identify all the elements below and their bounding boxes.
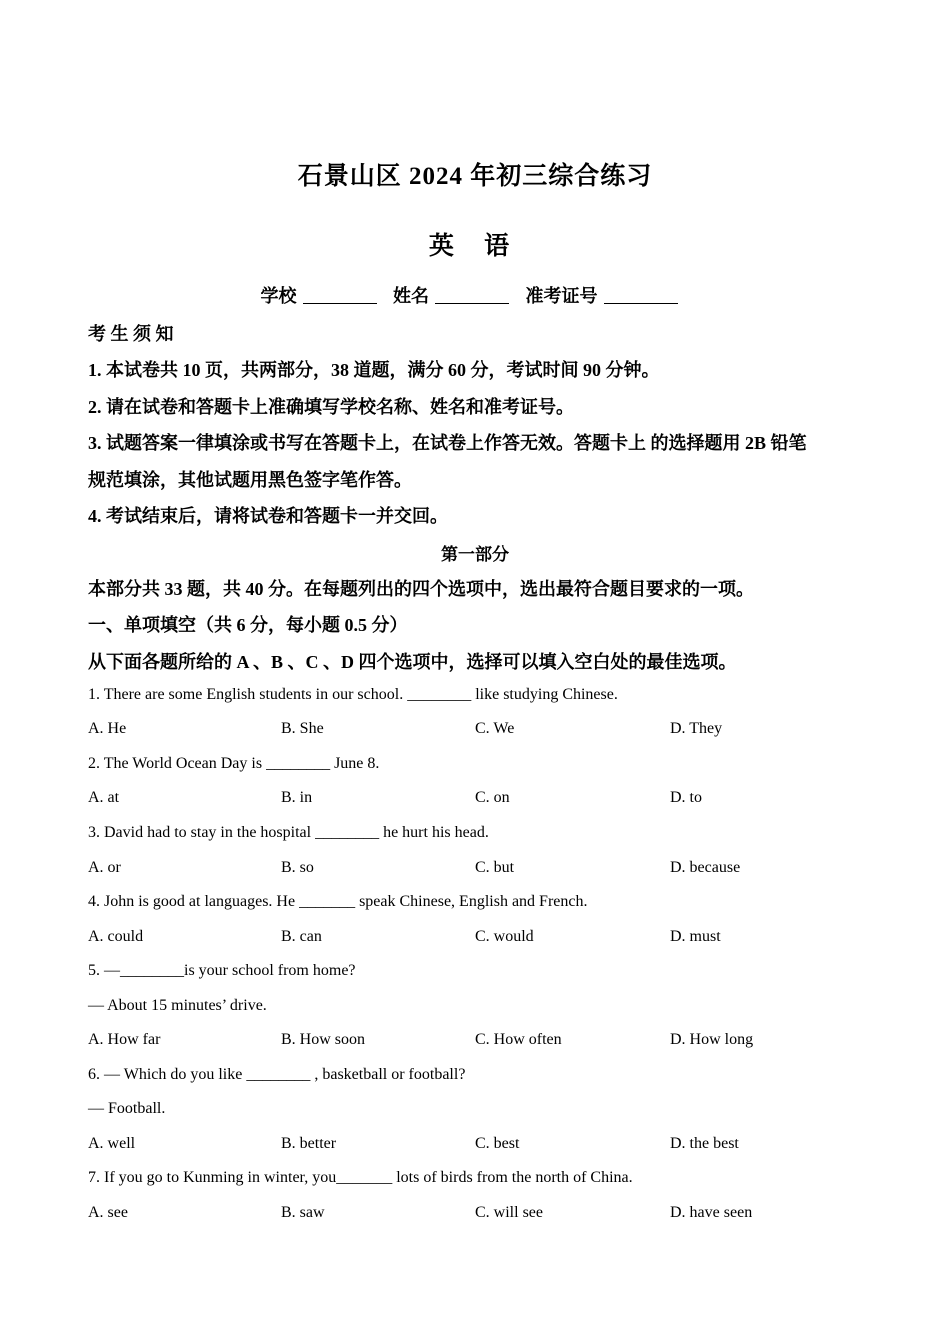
option-b[interactable]: B. in <box>281 789 313 806</box>
option-d[interactable]: D. How long <box>670 1031 754 1048</box>
notice-item: 3. 试题答案一律填涂或书写在答题卡上，在试卷上作答无效。答题卡上 的选择题用 2B 铅笔 <box>88 433 807 453</box>
notice-item: 2. 请在试卷和答题卡上准确填写学校名称、姓名和准考证号。 <box>88 397 574 417</box>
option-c[interactable]: C. will see <box>475 1204 543 1221</box>
notice-item: 1. 本试卷共 10 页，共两部分，38 道题，满分 60 分，考试时间 90 分钟。 <box>88 360 660 380</box>
option-d[interactable]: D. because <box>670 859 741 876</box>
subject-title: 英 语 <box>428 233 522 260</box>
question-stem: 2. The World Ocean Day is ________ June 8. <box>88 755 380 772</box>
option-c[interactable]: C. best <box>475 1135 520 1152</box>
part-intro: 本部分共 33 题，共 40 分。在每题列出的四个选项中，选出最符合题目要求的一项。 <box>88 579 754 599</box>
question-stem: 3. David had to stay in the hospital ________ he hurt his head. <box>88 824 489 841</box>
question-reply: — About 15 minutes’ drive. <box>88 997 267 1014</box>
option-b[interactable]: B. saw <box>281 1204 325 1221</box>
option-c[interactable]: C. would <box>475 928 534 945</box>
student-info-fields <box>0 282 950 308</box>
option-a[interactable]: A. see <box>88 1204 128 1221</box>
exam-title: 石景山区 2024 年初三综合练习 <box>297 163 653 190</box>
exam-id-label: 准考证号 <box>525 286 598 306</box>
question-stem: 5. —________is your school from home? <box>88 962 356 979</box>
question-reply: — Football. <box>88 1100 166 1117</box>
exam-id-blank[interactable] <box>604 285 678 304</box>
name-blank[interactable] <box>435 285 509 304</box>
option-b[interactable]: B. How soon <box>281 1031 366 1048</box>
option-b[interactable]: B. so <box>281 859 314 876</box>
option-a[interactable]: A. or <box>88 859 121 876</box>
option-a[interactable]: A. could <box>88 928 144 945</box>
option-a[interactable]: A. at <box>88 789 120 806</box>
option-c[interactable]: C. How often <box>475 1031 562 1048</box>
option-b[interactable]: B. better <box>281 1135 337 1152</box>
option-c[interactable]: C. We <box>475 720 515 737</box>
part-title: 第一部分 <box>441 545 509 564</box>
notice-heading: 考 生 须 知 <box>88 324 174 344</box>
notice-item-continued: 规范填涂，其他试题用黑色签字笔作答。 <box>88 470 412 490</box>
option-d[interactable]: D. must <box>670 928 721 945</box>
option-c[interactable]: C. but <box>475 859 515 876</box>
option-c[interactable]: C. on <box>475 789 510 806</box>
notice-item: 4. 考试结束后，请将试卷和答题卡一并交回。 <box>88 506 448 526</box>
option-b[interactable]: B. can <box>281 928 322 945</box>
question-stem: 1. There are some English students in our school. ________ like studying Chinese. <box>88 686 618 703</box>
option-a[interactable]: A. He <box>88 720 127 737</box>
option-a[interactable]: A. How far <box>88 1031 161 1048</box>
option-d[interactable]: D. the best <box>670 1135 739 1152</box>
name-label: 姓名 <box>393 286 429 306</box>
option-d[interactable]: D. have seen <box>670 1204 753 1221</box>
section-heading: 一、单项填空（共 6 分，每小题 0.5 分） <box>88 615 408 635</box>
option-d[interactable]: D. to <box>670 789 702 806</box>
school-label: 学校 <box>260 286 297 306</box>
option-b[interactable]: B. She <box>281 720 324 737</box>
option-d[interactable]: D. They <box>670 720 723 737</box>
section-instruction: 从下面各题所给的 A 、B 、C 、D 四个选项中，选择可以填入空白处的最佳选项。 <box>88 652 737 672</box>
question-stem: 6. — Which do you like ________ , basketball or football? <box>88 1066 466 1083</box>
question-stem: 4. John is good at languages. He _______ speak Chinese, English and French. <box>88 893 588 910</box>
question-stem: 7. If you go to Kunming in winter, you_______ lots of birds from the north of China. <box>88 1169 633 1186</box>
school-blank[interactable] <box>303 285 377 304</box>
option-a[interactable]: A. well <box>88 1135 136 1152</box>
